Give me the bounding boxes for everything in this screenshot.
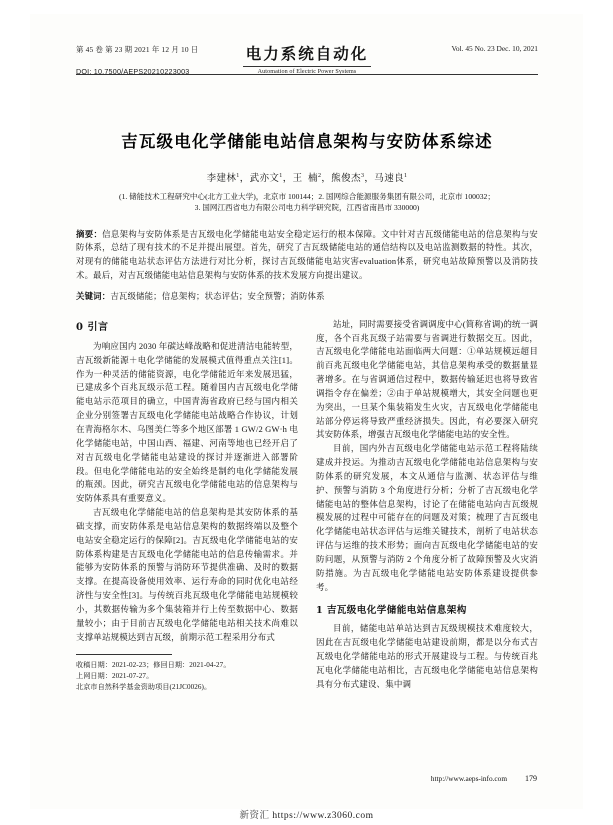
- footnote-line: 北京市自然科学基金资助项目(21JC0026)。: [76, 683, 212, 692]
- watermark-url: https://www.z3060.com: [272, 811, 374, 821]
- abstract-block: [76, 228, 538, 282]
- journal-url[interactable]: http://www.aeps-info.com: [430, 774, 507, 783]
- column-left: [76, 318, 298, 694]
- doi-text: DOI: 10.7500/AEPS20210223003: [76, 67, 190, 76]
- journal-title-cn: 电力系统自动化: [245, 44, 369, 63]
- affiliations: [76, 191, 538, 214]
- affiliation-line-2: 3. 国网江西省电力有限公司电力科学研究院，江西省南昌市 330000): [194, 203, 420, 213]
- masthead-left: [76, 44, 198, 76]
- watermark-brand: 新资汇: [239, 811, 270, 821]
- paragraph: 为响应国内 2030 年碳达峰战略和促进清洁电能转型，吉瓦级新能源＋电化学储能的发展模式值得重点关注[1]。作为一种灵活的储能资源，电化学储能近年来发展迅猛，已建成多个百兆瓦级示范工程。随着国内吉瓦级电化学储能电站示范项目的确立，中国青海省政府已经与国内相关企业分别签署吉瓦级电化学储能电站战略合作协议，计划在青海格尔木、乌图美仁等多个地区部署 1 GW/2 GW·h 电化学储能电站，中国山西、福建、河南等地也已经开启了对吉瓦级电化学储能电站建设的探讨并逐渐进入部署阶段。但电化学储能电站的安全始终是制约电化学储能发展的瓶颈。因此，研究吉瓦级电化学储能电站的信息架构与安防体系具有重要意义。: [76, 340, 298, 504]
- footnote-rule: [76, 654, 172, 655]
- footnote-line: 上网日期：2021-07-27。: [76, 672, 154, 680]
- watermark: [0, 807, 613, 821]
- paper-sheet: [30, 14, 583, 809]
- paragraph: 吉瓦级电化学储能电站的信息架构是其安防体系的基础支撑，而安防体系是电站信息架构的数据终端以及整个电站安全稳定运行的保障[2]。吉瓦级电化学储能电站的安防体系构建是吉瓦级电化学储能电站的信息传输需求。并能够为安防体系的预警与消防环节提供准确、及时的数据支撑。在提高设备使用效率、运行寿命的同时优化电站经济性与安全性[3]。与传统百兆瓦级电化学储能电站规模较小，其数据传输为多个集装箱并行上传至数据中心、数据量较小；由于目前吉瓦级电化学储能电站相关技术尚难以支撑单站规模达到吉瓦级，前期示范工程采用分布式: [76, 507, 298, 642]
- journal-masthead: [76, 44, 538, 88]
- keywords-label: 关键词：: [76, 292, 111, 302]
- page-number: 179: [525, 774, 537, 783]
- masthead-right: [452, 44, 539, 53]
- column-right: [316, 318, 538, 694]
- abstract-text: 信息架构与安防体系是吉瓦级电化学储能电站安全稳定运行的根本保障。文中针对吉瓦级储能电站的信息架构与安防体系，总结了现有技术的不足并提出展望。首先，研究了吉瓦级储能电站的通信结构以及电站监测数据的特性。其次，对现有的储能电站状态评估方法进行对比分析，探讨吉瓦级储能电站灾害evaluation体系，研究电站故障预警以及消防技术。最后，对吉瓦级储能电站信息架构与安防体系的技术发展方向提出建议。: [76, 229, 538, 280]
- author-names: 李建林$^1$，武亦文$^1$，王 楠$^2$，熊俊杰$^3$，马速良$^1$: [206, 172, 408, 184]
- paragraph: 目前，国内外吉瓦级电化学储能电站示范工程将陆续建成并投运。为推动吉瓦级电化学储能电站信息架构与安防体系的研究发展，本文从通信与监测、状态评估与维护、预警与消防 3 个角度进行分析；分析了吉瓦级电化学储能电站的整体信息架构，讨论了在储能电站向吉瓦级规模发展的过程中可能存在的问题及对策；梳理了吉瓦级电化学储能电站状态评估与运维关键技术，剖析了电站状态评估与运维的技术形势；面向吉瓦级电化学储能电站的安防问题，从预警与消防 2 个角度分析了故障预警及火灾消防措施。为吉瓦级电化学储能电站安防体系建设提供参考。: [316, 443, 538, 592]
- masthead-rule: [76, 74, 538, 75]
- keywords-text: 吉瓦级储能；信息架构；状态评估；安全预警；消防体系: [110, 292, 325, 302]
- abstract-label: 摘要：: [76, 229, 103, 239]
- section-heading-0: 0 引言: [76, 321, 109, 333]
- keywords-block: [76, 290, 538, 303]
- masthead-center: [212, 42, 402, 75]
- journal-title-en: Automation of Electric Power Systems: [257, 68, 357, 75]
- article-title: 吉瓦级电化学储能电站信息架构与安防体系综述: [121, 132, 493, 151]
- affiliation-line-1: (1. 储能技术工程研究中心(北方工业大学)，北京市 100144；2. 国网综合能源服务集团有限公司，北京市 100032；: [119, 192, 495, 201]
- footnote-block: [76, 660, 298, 694]
- paragraph: 站址，同时需要接受省调调度中心(简称省调)的统一调度，各个百兆瓦级子站需要与省调进行数据交互。因此，吉瓦级电化学储能电站面临两大问题：①单站规模远超目前百兆瓦级电化学储能电站，其信息架构承受的数据量显著增多。在与省调通信过程中，数据传输延迟也将导致省调指令存在偏差；②由于单站规模增大，其安全问题也更为突出，一旦某个集装箱发生火灾，吉瓦级电化学储能电站部分停运将导致严重经济损失。因此，有必要深入研究其安防体系，增强吉瓦级电化学储能电站的安全性。: [316, 318, 538, 440]
- volume-issue-date: 第 45 卷 第 23 期 2021 年 12 月 10 日: [76, 45, 199, 54]
- footnote-line: 收稿日期：2021-02-23；修回日期：2021-04-27。: [76, 660, 231, 669]
- page-footer: [76, 774, 537, 783]
- section-heading-1: 1 吉瓦级电化学储能电站信息架构: [316, 604, 467, 616]
- author-list: [76, 170, 538, 184]
- body-columns: [76, 318, 538, 694]
- page-content: [76, 44, 538, 694]
- volume-issue-en: Vol. 45 No. 23 Dec. 10, 2021: [451, 44, 538, 53]
- masthead-divider: [243, 66, 371, 67]
- paragraph: 目前，储能电站单站达到吉瓦级规模技术难度较大，因此在吉瓦级电化学储能电站建设前期，都是以分布式吉瓦级电化学储能电站的形式开展建设与工程。与传统百兆瓦电化学储能电站相比，吉瓦级电化学储能电站信息架构具有分布式建设、集中调: [316, 623, 538, 689]
